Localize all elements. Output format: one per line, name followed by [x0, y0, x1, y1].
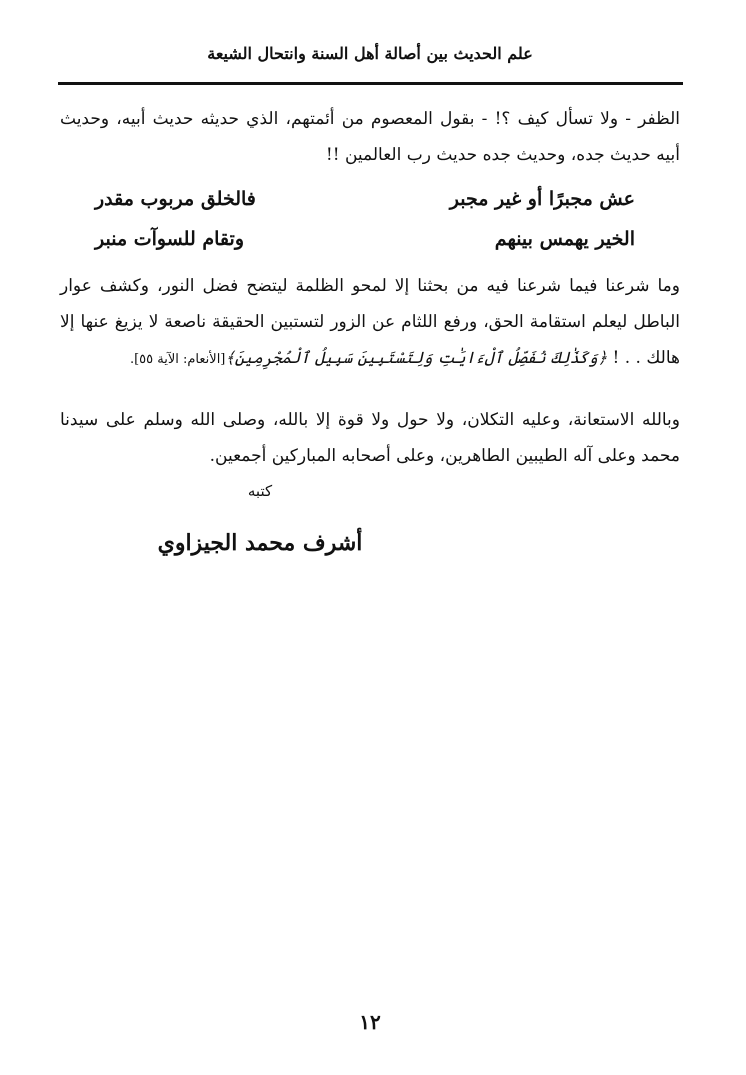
verse-line-2 — [95, 228, 635, 258]
header-rule — [58, 82, 683, 85]
paragraph-3: وبالله الاستعانة، وعليه التكلان، ولا حول ولا قوة إلا بالله، وصلى الله وسلم على سيدنا محمد وعلى آله الطيبين الطاهرين، وعلى أصحابه المباركين أجمعين. — [60, 410, 680, 466]
paragraph-2-text: وما شرعنا فيما شرعنا فيه من بحثنا إلا لمحو الظلمة ليتضح فضل النور، وكشف عوار الباطل ليعلم استقامة الحق، ورفع اللثام عن الزور لتستبين الحقيقة ناصعة لا يزيغ عنها إلا هالك . . ! — [60, 276, 680, 368]
verse-line-1 — [95, 188, 635, 218]
running-header: علم الحديث بين أصالة أهل السنة وانتحال الشيعة — [207, 44, 533, 63]
quran-quote: ﴿وَكَذَٰلِكَ نُفَصِّلُ ٱلْءَايَٰتِ وَلِتَسْتَبِينَ سَبِيلُ ٱلْمُجْرِمِينَ﴾ — [225, 348, 608, 367]
quran-reference: [الأنعام: الآية ٥٥]. — [129, 352, 226, 367]
verse-1-second-hemistich: فالخلق مربوب مقدر — [95, 188, 256, 210]
signature-label: كتبه — [247, 482, 273, 500]
verse-2-first-hemistich: الخير يهمس بينهم — [494, 228, 635, 250]
paragraph-2 — [60, 268, 680, 378]
author-name: أشرف محمد الجيزاوي — [157, 530, 363, 556]
paragraph-1: الظفر - ولا تسأل كيف ؟! - بقول المعصوم من أئمتهم، الذي حديثه حديث أبيه، وحديث أبيه حديث جده، وحديث جده حديث رب العالمين !! — [60, 109, 680, 165]
page-number: ١٢ — [359, 1010, 381, 1034]
verse-2-second-hemistich: وتقام للسوآت منبر — [95, 228, 244, 250]
verse-1-first-hemistich: عش مجبرًا أو غير مجبر — [449, 188, 635, 210]
